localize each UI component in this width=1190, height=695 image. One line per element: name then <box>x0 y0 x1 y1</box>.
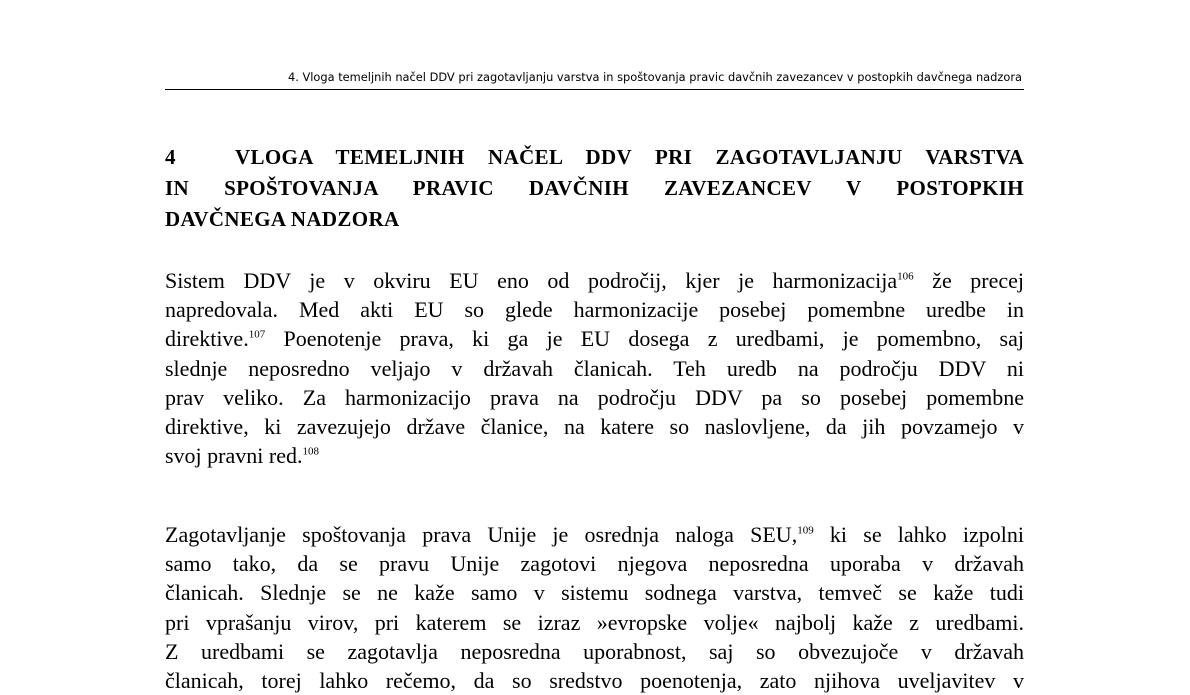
footnote-ref-109[interactable]: 109 <box>797 524 814 537</box>
paragraph-line: samo tako, da se pravu Unije zagotovi njegova neposredna uporaba v državah <box>165 551 1024 577</box>
footnote-ref-107[interactable]: 107 <box>248 329 266 342</box>
paragraph-line <box>165 324 1024 353</box>
paragraph-text: direktive. <box>165 326 249 352</box>
paragraph-line: napredovala. Med akti EU so glede harmonizacije posebej pomembne uredbe in <box>165 297 1024 323</box>
paragraph-2 <box>165 520 1024 695</box>
paragraph-text: Poenotenje prava, ki ga je EU dosega z uredbami, je pomembno, saj <box>265 326 1024 352</box>
footnote-ref-106[interactable]: 106 <box>897 270 914 283</box>
running-header-text: 4. Vloga temeljnih načel DDV pri zagotavljanju varstva in spoštovanja pravic davčnih zavezancev v postopkih davčnega nadzora <box>287 70 1022 84</box>
paragraph-line <box>165 520 1024 549</box>
paragraph-text: Sistem DDV je v okviru EU eno od področij, kjer je harmonizacija <box>165 268 898 293</box>
chapter-title-line-3: DAVČNEGA NADZORA <box>165 207 400 231</box>
chapter-title-line-1: VLOGA TEMELJNIH NAČEL DDV PRI ZAGOTAVLJANJU VARSTVA <box>235 145 1024 169</box>
paragraph-text: Zagotavljanje spoštovanja prava Unije je osrednja naloga SEU, <box>165 522 798 547</box>
paragraph-line: prav veliko. Za harmonizacijo prava na področju DDV pa so posebej pomembne <box>165 384 1024 410</box>
chapter-heading-line-1 <box>165 142 1024 173</box>
chapter-heading <box>165 142 1024 235</box>
paragraph-line <box>165 441 1024 470</box>
running-header <box>165 66 1024 90</box>
paragraph-text: svoj pravni red. <box>165 443 303 469</box>
paragraph-1 <box>165 266 1024 470</box>
chapter-title-line-2: IN SPOŠTOVANJA PRAVIC DAVČNIH ZAVEZANCEV V POSTOPKIH <box>165 176 1024 200</box>
paragraph-line: pri vprašanju virov, pri katerem se izraz »evropske volje« najbolj kaže z uredbami. <box>165 609 1024 635</box>
paragraph-line: slednje neposredno veljajo v državah članicah. Teh uredb na področju DDV ni <box>165 355 1024 381</box>
paragraph-text: ki se lahko izpolni <box>813 522 1024 547</box>
paragraph-line: Z uredbami se zagotavlja neposredna uporabnost, saj so obvezujoče v državah <box>165 638 1024 664</box>
footnote-ref-108[interactable]: 108 <box>302 445 319 458</box>
paragraph-text: že precej <box>913 268 1024 293</box>
paragraph-line <box>165 266 1024 295</box>
paragraph-line: članicah, torej lahko rečemo, da so sredstvo poenotenja, zato njihova uveljavitev v <box>165 668 1024 694</box>
chapter-number: 4 <box>165 145 176 169</box>
paragraph-line: direktive, ki zavezujejo države članice, na katere so naslovljene, da jih povzamejo v <box>165 414 1024 440</box>
paragraph-line: članicah. Slednje se ne kaže samo v sistemu sodnega varstva, temveč se kaže tudi <box>165 580 1024 606</box>
